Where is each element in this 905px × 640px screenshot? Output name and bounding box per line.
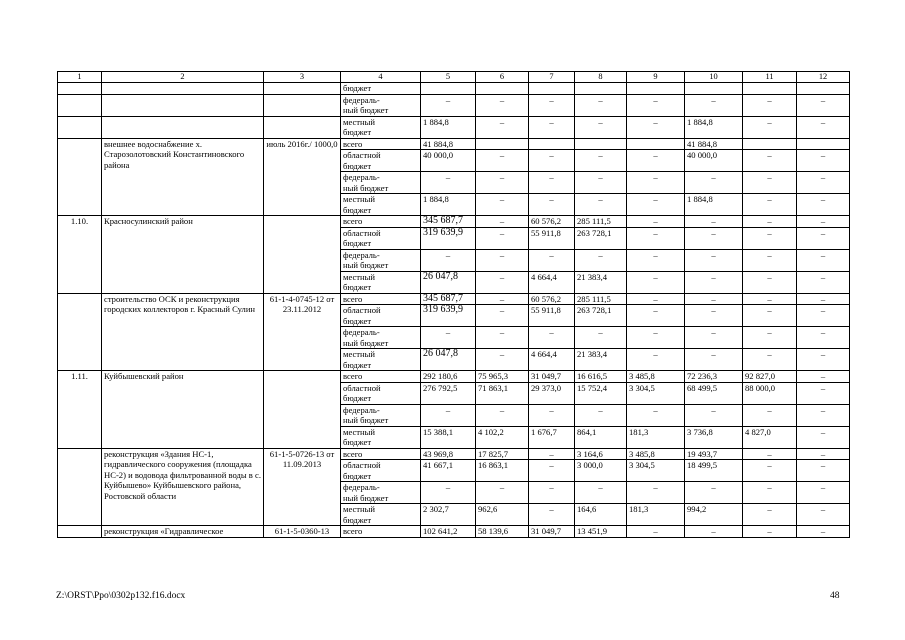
value-cell: –	[743, 271, 797, 293]
contract-info: 61-1-5-0726-13 от 11.09.2013	[264, 448, 341, 526]
table-row	[58, 371, 850, 383]
value-cell: 31 049,7	[529, 526, 575, 538]
value-cell: –	[797, 482, 850, 504]
header-cell: 4	[341, 72, 421, 83]
value-cell: –	[685, 482, 743, 504]
header-cell: 5	[421, 72, 476, 83]
value-cell	[529, 138, 575, 150]
value-cell: –	[797, 404, 850, 426]
value-cell: 263 728,1	[575, 227, 627, 249]
value-cell: –	[743, 404, 797, 426]
funding-source: федераль- ный бюджет	[341, 249, 421, 271]
value-cell: 4 827,0	[743, 426, 797, 448]
value-cell: –	[743, 482, 797, 504]
value-cell	[575, 138, 627, 150]
value-cell: 41 884,8	[685, 138, 743, 150]
value-cell: –	[685, 327, 743, 349]
header-cell: 6	[476, 72, 529, 83]
table-row	[58, 83, 850, 95]
value-cell: –	[685, 94, 743, 116]
value-cell	[476, 83, 529, 95]
value-cell: –	[685, 526, 743, 538]
value-cell: –	[743, 327, 797, 349]
funding-source: местный бюджет	[341, 426, 421, 448]
object-name	[102, 94, 264, 116]
object-name: реконструкция «Здания НС-1, гидравлического сооружения (площадка НС-2) и водовода фильтрованной воды в с. Куйбышево» Куйбышевского района, Ростовской области	[102, 448, 264, 526]
value-cell: –	[797, 94, 850, 116]
value-cell: 1 884,8	[421, 116, 476, 138]
value-cell: 21 383,4	[575, 349, 627, 371]
value-cell	[575, 83, 627, 95]
value-cell: 60 576,2	[529, 293, 575, 305]
header-cell: 12	[797, 72, 850, 83]
value-cell: 3 736,8	[685, 426, 743, 448]
value-cell: 26 047,8	[421, 271, 476, 293]
funding-source: местный бюджет	[341, 116, 421, 138]
value-cell: –	[627, 94, 685, 116]
value-cell: –	[627, 227, 685, 249]
value-cell: 13 451,9	[575, 526, 627, 538]
value-cell: –	[797, 448, 850, 460]
value-cell: 263 728,1	[575, 305, 627, 327]
value-cell: –	[529, 448, 575, 460]
object-name: Куйбышевский район	[102, 371, 264, 449]
value-cell: –	[627, 404, 685, 426]
value-cell: 285 111,5	[575, 216, 627, 228]
object-name: реконструкция «Гидравлическое	[102, 526, 264, 538]
value-cell: 21 383,4	[575, 271, 627, 293]
value-cell: –	[797, 293, 850, 305]
value-cell: –	[476, 227, 529, 249]
value-cell: –	[743, 249, 797, 271]
funding-source: местный бюджет	[341, 194, 421, 216]
value-cell: –	[575, 150, 627, 172]
value-cell: 345 687,7	[421, 216, 476, 228]
funding-source: областной бюджет	[341, 305, 421, 327]
funding-source: местный бюджет	[341, 271, 421, 293]
value-cell: –	[685, 404, 743, 426]
value-cell: –	[575, 94, 627, 116]
footer-file-path: Z:\ORST\Ppo\0302p132.f16.docx	[56, 591, 186, 601]
value-cell: –	[743, 194, 797, 216]
value-cell	[627, 83, 685, 95]
value-cell: 319 639,9	[421, 305, 476, 327]
value-cell: –	[476, 327, 529, 349]
value-cell: –	[797, 305, 850, 327]
value-cell: –	[743, 150, 797, 172]
value-cell: 1 884,8	[421, 194, 476, 216]
value-cell: –	[575, 116, 627, 138]
object-name: строительство ОСК и реконструкция городских коллекторов г. Красный Сулин	[102, 293, 264, 371]
value-cell: –	[797, 426, 850, 448]
value-cell: 18 499,5	[685, 460, 743, 482]
value-cell: 276 792,5	[421, 382, 476, 404]
value-cell: –	[421, 327, 476, 349]
value-cell: 15 752,4	[575, 382, 627, 404]
value-cell: –	[797, 460, 850, 482]
item-number	[58, 293, 102, 371]
value-cell: 2 302,7	[421, 504, 476, 526]
value-cell: 3 164,6	[575, 448, 627, 460]
object-name: Красносулинский район	[102, 216, 264, 294]
contract-info	[264, 83, 341, 95]
funding-source: всего	[341, 371, 421, 383]
contract-info: 61-1-4-0745-12 от 23.11.2012	[264, 293, 341, 371]
funding-source: федераль- ный бюджет	[341, 94, 421, 116]
contract-info	[264, 371, 341, 449]
value-cell: –	[476, 116, 529, 138]
value-cell: 55 911,8	[529, 227, 575, 249]
value-cell: –	[743, 448, 797, 460]
value-cell: –	[627, 271, 685, 293]
funding-source: всего	[341, 216, 421, 228]
value-cell: 3 000,0	[575, 460, 627, 482]
item-number: 1.11.	[58, 371, 102, 449]
value-cell: –	[476, 216, 529, 228]
value-cell: 68 499,5	[685, 382, 743, 404]
value-cell: –	[743, 293, 797, 305]
contract-info: июль 2016г./ 1000,0	[264, 138, 341, 216]
value-cell: 71 863,1	[476, 382, 529, 404]
item-number	[58, 83, 102, 95]
value-cell: –	[743, 526, 797, 538]
value-cell: –	[476, 172, 529, 194]
value-cell: –	[685, 349, 743, 371]
header-cell: 10	[685, 72, 743, 83]
footer-page-number: 48	[830, 591, 840, 601]
value-cell: –	[743, 460, 797, 482]
table-header-row	[58, 72, 850, 83]
value-cell: –	[743, 305, 797, 327]
value-cell: –	[797, 327, 850, 349]
value-cell: 31 049,7	[529, 371, 575, 383]
value-cell: 29 373,0	[529, 382, 575, 404]
value-cell: –	[529, 327, 575, 349]
header-cell: 3	[264, 72, 341, 83]
value-cell: –	[627, 116, 685, 138]
table-row	[58, 138, 850, 150]
value-cell: –	[797, 150, 850, 172]
value-cell: 994,2	[685, 504, 743, 526]
value-cell	[797, 138, 850, 150]
budget-table	[57, 71, 850, 538]
value-cell: –	[797, 116, 850, 138]
object-name	[102, 116, 264, 138]
value-cell: 285 111,5	[575, 293, 627, 305]
value-cell: 181,3	[627, 504, 685, 526]
value-cell: –	[743, 504, 797, 526]
value-cell: –	[529, 194, 575, 216]
header-cell: 9	[627, 72, 685, 83]
value-cell: –	[627, 150, 685, 172]
funding-source: областной бюджет	[341, 460, 421, 482]
value-cell: –	[529, 94, 575, 116]
value-cell: –	[529, 116, 575, 138]
value-cell: 58 139,6	[476, 526, 529, 538]
funding-source: местный бюджет	[341, 349, 421, 371]
value-cell: 40 000,0	[685, 150, 743, 172]
value-cell: –	[476, 305, 529, 327]
value-cell: 41 667,1	[421, 460, 476, 482]
value-cell: 43 969,8	[421, 448, 476, 460]
value-cell: 292 180,6	[421, 371, 476, 383]
value-cell: –	[627, 172, 685, 194]
value-cell: 164,6	[575, 504, 627, 526]
value-cell: –	[797, 216, 850, 228]
item-number	[58, 138, 102, 216]
funding-source: местный бюджет	[341, 504, 421, 526]
header-cell: 1	[58, 72, 102, 83]
value-cell	[743, 83, 797, 95]
header-cell: 11	[743, 72, 797, 83]
value-cell: –	[575, 194, 627, 216]
value-cell: –	[627, 249, 685, 271]
value-cell: –	[797, 504, 850, 526]
value-cell: –	[476, 293, 529, 305]
value-cell: 60 576,2	[529, 216, 575, 228]
funding-source: федераль- ный бюджет	[341, 404, 421, 426]
value-cell	[743, 138, 797, 150]
funding-source: всего	[341, 526, 421, 538]
item-number	[58, 526, 102, 538]
value-cell: –	[421, 94, 476, 116]
value-cell	[529, 83, 575, 95]
value-cell: –	[685, 293, 743, 305]
value-cell: –	[797, 271, 850, 293]
funding-source: федераль- ный бюджет	[341, 172, 421, 194]
value-cell: –	[797, 194, 850, 216]
value-cell: –	[743, 94, 797, 116]
object-name	[102, 83, 264, 95]
value-cell: –	[743, 116, 797, 138]
value-cell	[421, 83, 476, 95]
value-cell: –	[476, 482, 529, 504]
value-cell: 16 616,5	[575, 371, 627, 383]
value-cell: 17 825,7	[476, 448, 529, 460]
value-cell: –	[421, 172, 476, 194]
value-cell: –	[476, 349, 529, 371]
table-row	[58, 526, 850, 538]
value-cell: 4 664,4	[529, 349, 575, 371]
value-cell: –	[685, 216, 743, 228]
value-cell: –	[476, 404, 529, 426]
value-cell: 72 236,3	[685, 371, 743, 383]
value-cell: –	[627, 349, 685, 371]
value-cell: –	[575, 404, 627, 426]
value-cell: –	[575, 482, 627, 504]
object-name: внешнее водоснабжение х. Старозолотовский Константиновского района	[102, 138, 264, 216]
value-cell: –	[529, 150, 575, 172]
value-cell: –	[476, 94, 529, 116]
value-cell: –	[627, 293, 685, 305]
value-cell: 1 676,7	[529, 426, 575, 448]
value-cell: –	[421, 482, 476, 504]
value-cell: 319 639,9	[421, 227, 476, 249]
value-cell: –	[529, 249, 575, 271]
value-cell: –	[797, 249, 850, 271]
item-number: 1.10.	[58, 216, 102, 294]
funding-source: областной бюджет	[341, 382, 421, 404]
value-cell: –	[575, 327, 627, 349]
value-cell: –	[529, 482, 575, 504]
funding-source: областной бюджет	[341, 150, 421, 172]
contract-info	[264, 94, 341, 116]
value-cell: –	[476, 271, 529, 293]
value-cell: –	[797, 371, 850, 383]
value-cell	[797, 83, 850, 95]
value-cell: –	[575, 172, 627, 194]
value-cell: –	[627, 327, 685, 349]
funding-source: всего	[341, 293, 421, 305]
value-cell: –	[797, 172, 850, 194]
value-cell: 3 304,5	[627, 382, 685, 404]
value-cell: 1 884,8	[685, 116, 743, 138]
value-cell: 345 687,7	[421, 293, 476, 305]
value-cell: 75 965,3	[476, 371, 529, 383]
funding-source: бюджет	[341, 83, 421, 95]
value-cell: –	[627, 194, 685, 216]
value-cell: 3 304,5	[627, 460, 685, 482]
table-row	[58, 216, 850, 228]
value-cell: 864,1	[575, 426, 627, 448]
value-cell: –	[685, 172, 743, 194]
value-cell: –	[743, 216, 797, 228]
value-cell: 19 493,7	[685, 448, 743, 460]
value-cell: –	[685, 249, 743, 271]
value-cell: –	[476, 150, 529, 172]
value-cell: 4 102,2	[476, 426, 529, 448]
value-cell: 40 000,0	[421, 150, 476, 172]
value-cell: 88 000,0	[743, 382, 797, 404]
table-row	[58, 116, 850, 138]
value-cell: 55 911,8	[529, 305, 575, 327]
table-row	[58, 94, 850, 116]
value-cell: 41 884,8	[421, 138, 476, 150]
table-row	[58, 448, 850, 460]
table-body	[58, 72, 850, 538]
value-cell: –	[627, 482, 685, 504]
item-number	[58, 448, 102, 526]
value-cell: –	[743, 172, 797, 194]
value-cell: –	[529, 404, 575, 426]
value-cell: –	[797, 382, 850, 404]
value-cell: 4 664,4	[529, 271, 575, 293]
value-cell: 1 884,8	[685, 194, 743, 216]
value-cell: –	[421, 404, 476, 426]
value-cell: –	[797, 227, 850, 249]
value-cell: –	[685, 271, 743, 293]
funding-source: федераль- ный бюджет	[341, 327, 421, 349]
value-cell: –	[627, 305, 685, 327]
funding-source: всего	[341, 448, 421, 460]
value-cell: 16 863,1	[476, 460, 529, 482]
value-cell: –	[529, 504, 575, 526]
value-cell: 26 047,8	[421, 349, 476, 371]
value-cell	[627, 138, 685, 150]
table-row	[58, 293, 850, 305]
value-cell: –	[575, 249, 627, 271]
contract-info	[264, 116, 341, 138]
value-cell: 102 641,2	[421, 526, 476, 538]
funding-source: всего	[341, 138, 421, 150]
value-cell: 15 388,1	[421, 426, 476, 448]
value-cell	[476, 138, 529, 150]
value-cell: 181,3	[627, 426, 685, 448]
header-cell: 8	[575, 72, 627, 83]
value-cell: –	[685, 227, 743, 249]
value-cell	[685, 83, 743, 95]
value-cell: –	[476, 194, 529, 216]
value-cell: –	[476, 249, 529, 271]
item-number	[58, 116, 102, 138]
value-cell: –	[797, 349, 850, 371]
value-cell: –	[743, 349, 797, 371]
value-cell: –	[685, 305, 743, 327]
header-cell: 2	[102, 72, 264, 83]
value-cell: –	[529, 172, 575, 194]
value-cell: –	[627, 526, 685, 538]
value-cell: –	[743, 227, 797, 249]
funding-source: федераль- ный бюджет	[341, 482, 421, 504]
value-cell: 3 485,8	[627, 448, 685, 460]
header-cell: 7	[529, 72, 575, 83]
contract-info	[264, 216, 341, 294]
value-cell: –	[627, 216, 685, 228]
funding-source: областной бюджет	[341, 227, 421, 249]
item-number	[58, 94, 102, 116]
contract-info: 61-1-5-0360-13	[264, 526, 341, 538]
value-cell: 962,6	[476, 504, 529, 526]
value-cell: –	[421, 249, 476, 271]
value-cell: 3 485,8	[627, 371, 685, 383]
value-cell: 92 827,0	[743, 371, 797, 383]
value-cell: –	[797, 526, 850, 538]
value-cell: –	[529, 460, 575, 482]
